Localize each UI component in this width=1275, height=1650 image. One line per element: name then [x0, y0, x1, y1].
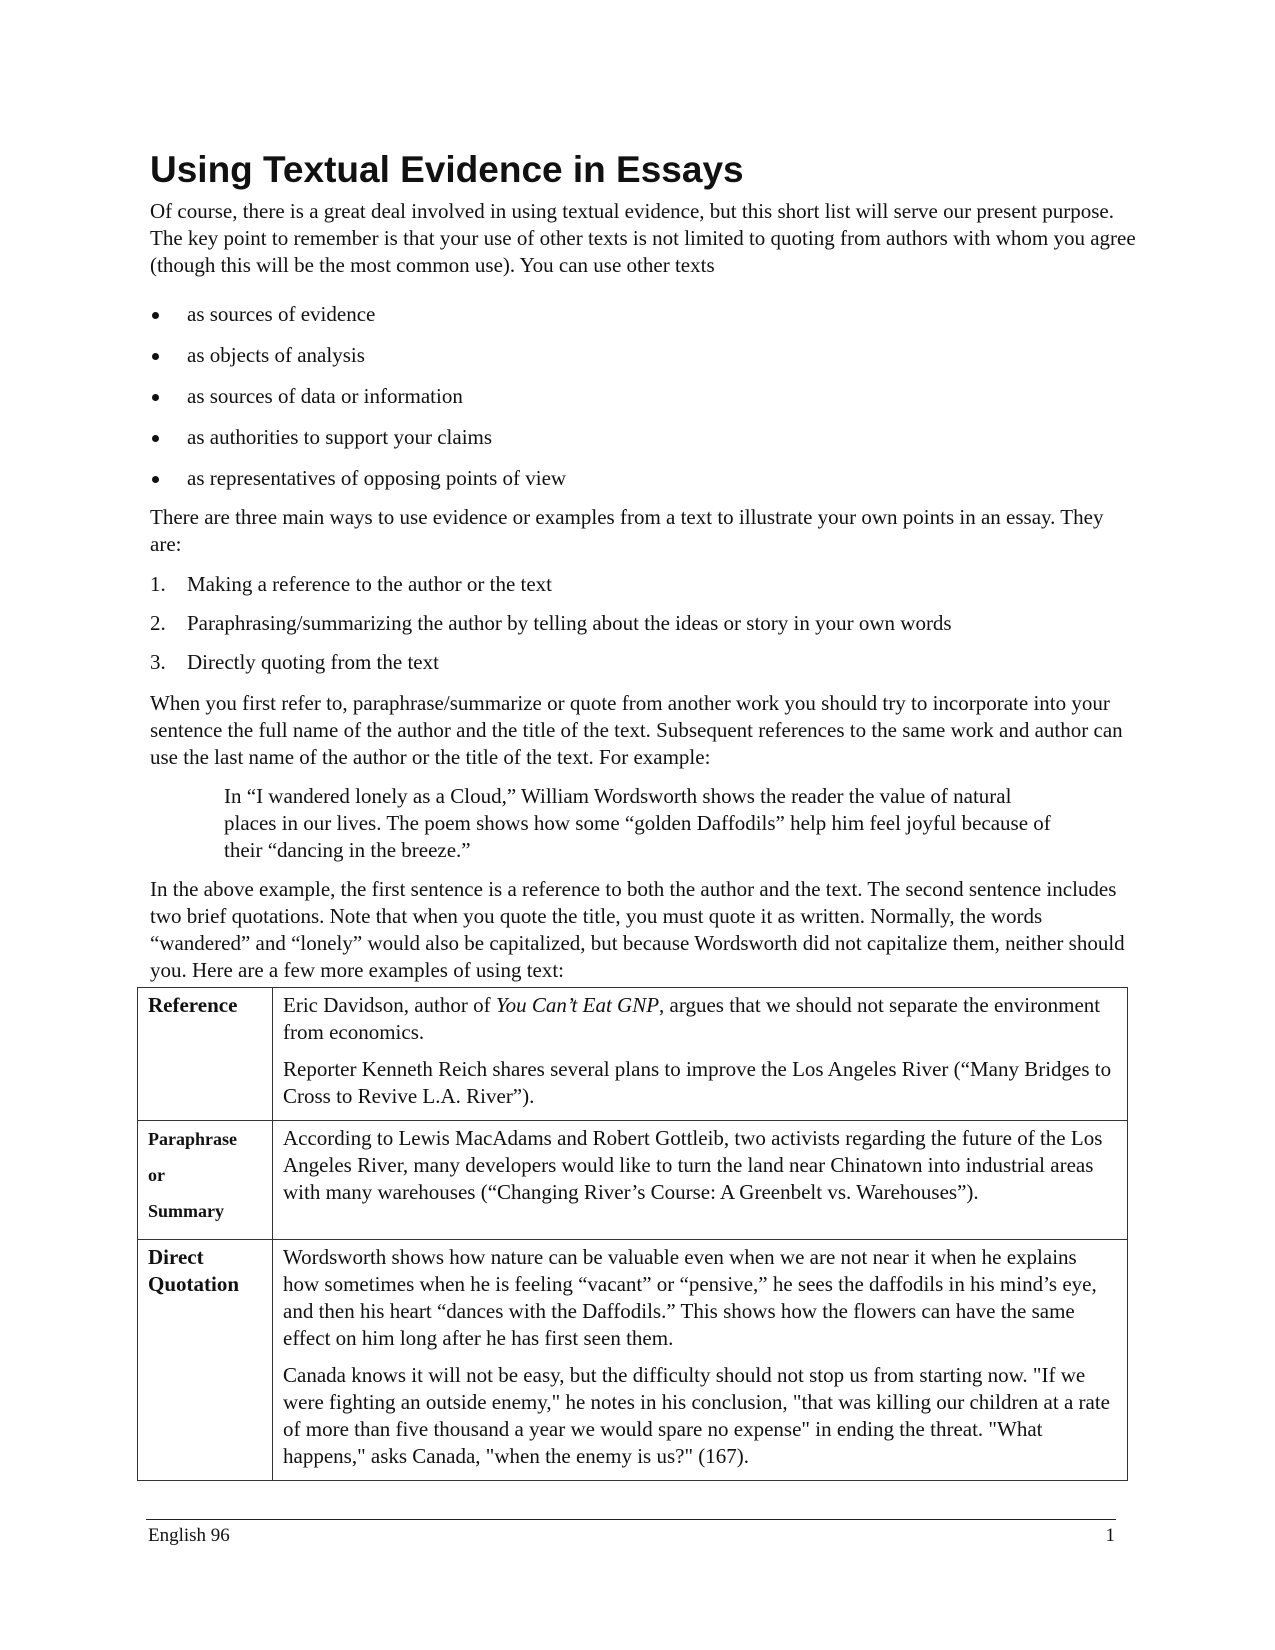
reference-content — [273, 988, 1128, 1121]
bullet-icon — [152, 353, 159, 360]
ways-intro-paragraph: There are three main ways to use evidence or examples from a text to illustrate your own points in an essay. They are: — [150, 505, 1104, 556]
paraphrase-example: According to Lewis MacAdams and Robert Gottleib, two activists regarding the future of the Los Angeles River, many developers would like to turn the land near Chinatown into industrial areas with many warehouses (“Changing River’s Course: A Greenbelt vs. Warehouses”). — [283, 1126, 1103, 1204]
footer-page-number: 1 — [1105, 1525, 1115, 1546]
list-item: as representatives of opposing points of view — [150, 465, 1130, 506]
quotation-example-1: Wordsworth shows how nature can be valuable even when we are not near it when he explains how sometimes when he is feeling “vacant” or “pensive,” he sees the daffodils in his mind’s eye, and then his heart “dances with the Daffodils.” This shows how the flowers can have the same effect on him long after he has first seen them. — [283, 1245, 1097, 1350]
example-quote: In “I wandered lonely as a Cloud,” William Wordsworth shows the reader the value of natural places in our lives. The poem shows how some “golden Daffodils” help him feel joyful because of their “dancing in the breeze.” — [224, 784, 1051, 862]
first-refer-paragraph: When you first refer to, paraphrase/summarize or quote from another work you should try to incorporate into your sentence the full name of the author and the title of the text. Subsequent references to the same work and author can use the last name of the author or the title of the text. For example: — [150, 691, 1123, 769]
table-row-reference — [138, 988, 1128, 1121]
quotation-label: Direct Quotation — [138, 1240, 273, 1481]
table-row-paraphrase — [138, 1121, 1128, 1240]
bullet-icon — [152, 394, 159, 401]
page-title: Using Textual Evidence in Essays — [150, 149, 744, 190]
footer-divider — [146, 1519, 1116, 1520]
intro-paragraph: Of course, there is a great deal involved in using textual evidence, but this short list will serve our present purpose. The key point to remember is that your use of other texts is not limited to quoting from authors with whom you agree (though this will be the most common use). You can use other texts — [150, 199, 1136, 277]
paraphrase-content — [273, 1121, 1128, 1240]
ways-list — [150, 571, 1130, 688]
list-item: 3. Directly quoting from the text — [150, 650, 439, 674]
uses-list — [150, 301, 1130, 506]
paraphrase-label: Paraphrase or Summary — [138, 1121, 273, 1240]
bullet-icon — [152, 312, 159, 319]
bullet-icon — [152, 476, 159, 483]
reference-label: Reference — [138, 988, 273, 1121]
quotation-example-2: Canada knows it will not be easy, but the difficulty should not stop us from starting now. "If we were fighting an outside enemy," he notes in his conclusion, "that was killing our children at a rate of more than five thousand a year we would spare no expense" in ending the threat. "What happens," asks Canada, "when the enemy is us?" (167). — [283, 1363, 1110, 1468]
list-item: as sources of evidence — [150, 301, 1130, 342]
list-item: 2. Paraphrasing/summarizing the author by telling about the ideas or story in your own words — [150, 611, 952, 635]
reference-example-1: Eric Davidson, author of You Can’t Eat GNP, argues that we should not separate the environment from economics. — [283, 993, 1101, 1044]
table-row-quotation — [138, 1240, 1128, 1481]
list-item: as sources of data or information — [150, 383, 1130, 424]
explanation-paragraph: In the above example, the first sentence is a reference to both the author and the text. The second sentence includes two brief quotations. Note that when you quote the title, you must quote it as written. Normally, the words “wandered” and “lonely” would also be capitalized, but because Wordsworth did not capitalize them, neither should you. Here are a few more examples of using text: — [150, 877, 1125, 982]
list-item: as objects of analysis — [150, 342, 1130, 383]
footer-course: English 96 — [148, 1525, 230, 1546]
bullet-icon — [152, 435, 159, 442]
examples-table — [137, 987, 1128, 1481]
list-item: 1. Making a reference to the author or the text — [150, 572, 553, 596]
quotation-content — [273, 1240, 1128, 1481]
list-item: as authorities to support your claims — [150, 424, 1130, 465]
reference-example-2: Reporter Kenneth Reich shares several plans to improve the Los Angeles River (“Many Bridges to Cross to Revive L.A. River”). — [283, 1057, 1112, 1108]
